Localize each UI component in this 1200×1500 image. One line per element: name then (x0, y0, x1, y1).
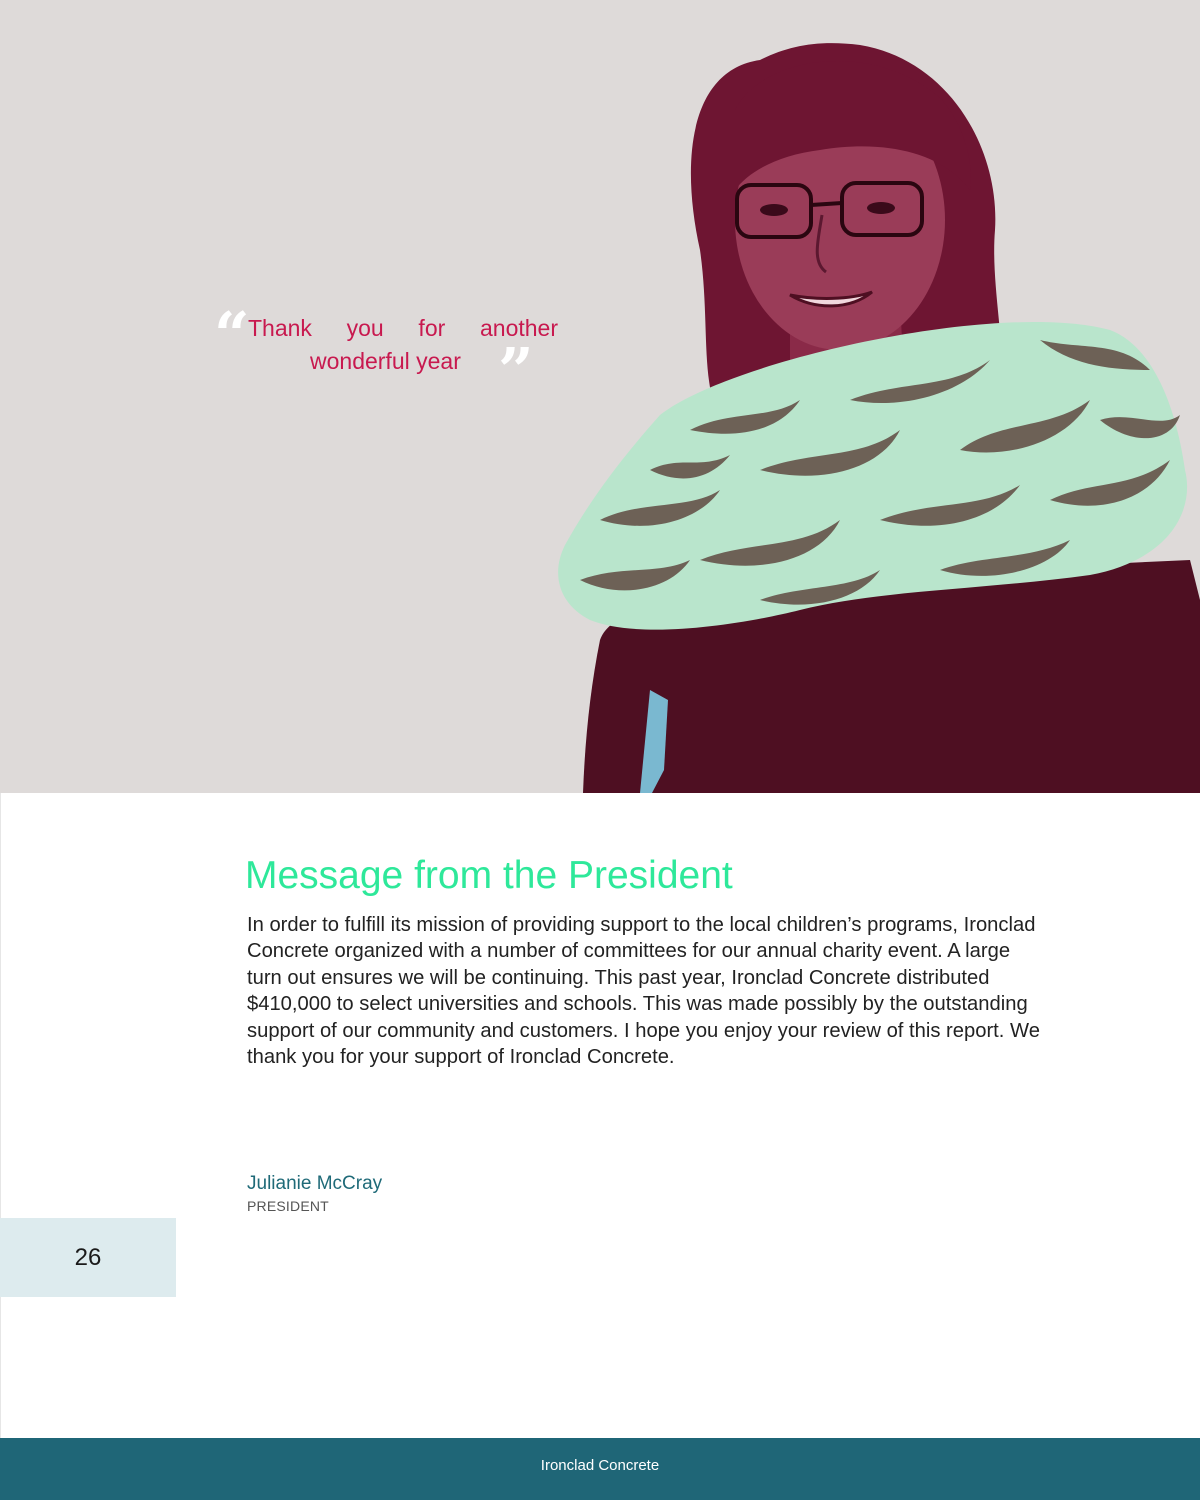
page-number: 26 (74, 1244, 102, 1271)
footer-company-name: Ironclad Concrete (540, 1457, 660, 1474)
quote-line-1: Thank you for another (248, 315, 558, 341)
signature-role: PRESIDENT (247, 1198, 329, 1214)
footer-bar (0, 1438, 1200, 1500)
page-edge-rule (0, 793, 1, 1438)
pull-quote (212, 298, 572, 407)
quote-line-2: wonderful year (310, 348, 461, 374)
message-body: In order to fulfill its mission of providing support to the local children’s programs, Ironclad Concrete organized with a number of committees for our annual charity event. A large turn out ensures we will be continuing. This past year, Ironclad Concrete distributed $410,000 to select universities and schools. This was made possibly by the outstanding support of our community and customers. I hope you enjoy your review of this report. We thank you for your support of Ironclad Concrete. (247, 914, 1040, 1069)
close-quote-mark: ” (498, 334, 534, 407)
open-quote-mark: “ (214, 298, 250, 371)
signature-name: Julianie McCray (247, 1173, 383, 1194)
page-title: Message from the President (245, 854, 733, 897)
page-number-box (0, 1218, 176, 1297)
